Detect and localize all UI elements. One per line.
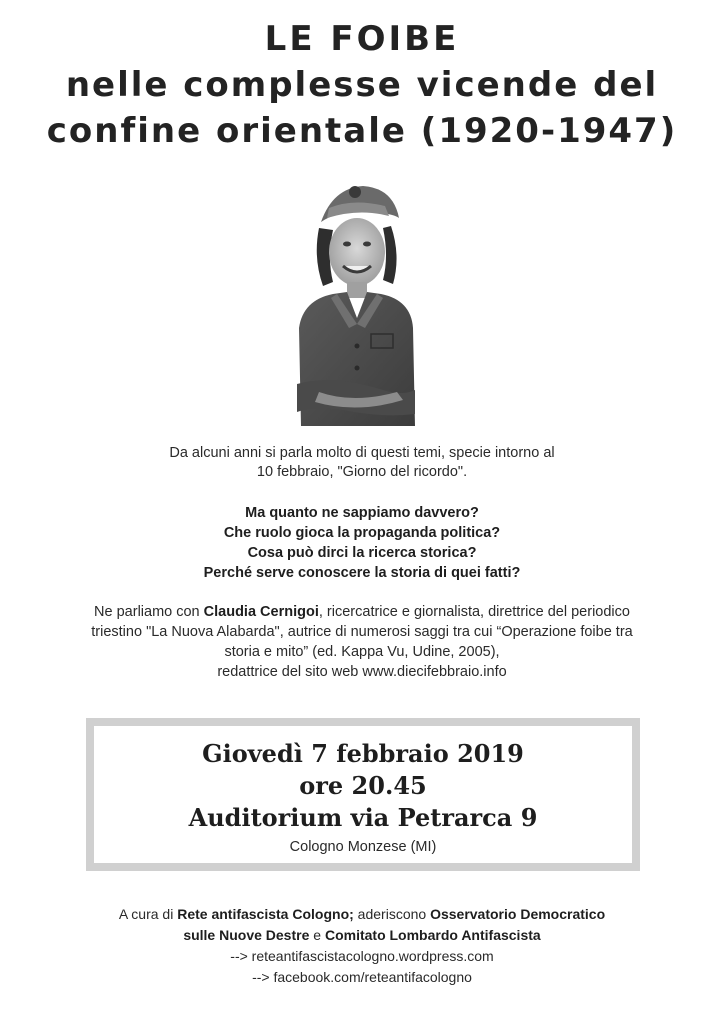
speaker-description bbox=[30, 602, 694, 682]
portrait-photo bbox=[293, 178, 419, 426]
credits-prefix: A cura di bbox=[118, 906, 178, 922]
event-date: Giovedì 7 febbraio 2019 bbox=[202, 739, 524, 768]
question-item: Ma quanto ne sappiamo davvero? bbox=[245, 505, 479, 521]
title-line-1: LE FOIBE bbox=[264, 19, 460, 59]
credits-mid: aderiscono bbox=[353, 906, 431, 922]
credits-and: e bbox=[309, 927, 325, 943]
speaker-name: Claudia Cernigoi bbox=[203, 604, 319, 620]
speaker-line-1 bbox=[30, 602, 694, 622]
intro-text bbox=[0, 444, 724, 482]
credits-line-1 bbox=[0, 904, 724, 925]
link-facebook[interactable]: --> facebook.com/reteantifacologno bbox=[252, 969, 472, 985]
credits-org-1: Rete antifascista Cologno; bbox=[177, 906, 354, 922]
poster-title bbox=[0, 16, 724, 154]
credits-org-3: Comitato Lombardo Antifascista bbox=[324, 927, 541, 943]
speaker-line-3: storia e mito” (ed. Kappa Vu, Udine, 2005), bbox=[224, 644, 500, 660]
credits-org-2: Osservatorio Democratico bbox=[430, 906, 606, 922]
questions-list bbox=[0, 503, 724, 583]
credits-org-2b: sulle Nuove Destre bbox=[183, 927, 310, 943]
title-line-3: confine orientale (1920-1947) bbox=[46, 111, 678, 151]
event-city: Cologno Monzese (MI) bbox=[289, 839, 437, 855]
speaker-line-4: redattrice del sito web www.diecifebbraio.info bbox=[217, 664, 507, 680]
credits-line-2 bbox=[0, 925, 724, 946]
question-item: Cosa può dirci la ricerca storica? bbox=[247, 545, 477, 561]
title-line-2: nelle complesse vicende del bbox=[65, 65, 659, 105]
intro-line-2: 10 febbraio, "Giorno del ricordo". bbox=[256, 464, 468, 480]
intro-line-1: Da alcuni anni si parla molto di questi temi, specie intorno al bbox=[169, 445, 555, 461]
credits bbox=[0, 904, 724, 988]
event-details-box bbox=[86, 718, 640, 871]
speaker-line-2: triestino "La Nuova Alabarda", autrice di numerosi saggi tra cui “Operazione foibe tra bbox=[91, 624, 633, 640]
event-venue: Auditorium via Petrarca 9 bbox=[188, 803, 538, 832]
speaker-prefix: Ne parliamo con bbox=[94, 604, 204, 620]
event-time: ore 20.45 bbox=[299, 771, 427, 800]
question-item: Che ruolo gioca la propaganda politica? bbox=[223, 525, 501, 541]
link-wordpress[interactable]: --> reteantifascistacologno.wordpress.com bbox=[230, 948, 494, 964]
speaker-rest: , ricercatrice e giornalista, direttrice del periodico bbox=[318, 604, 630, 620]
question-item: Perché serve conoscere la storia di quei fatti? bbox=[203, 565, 521, 581]
